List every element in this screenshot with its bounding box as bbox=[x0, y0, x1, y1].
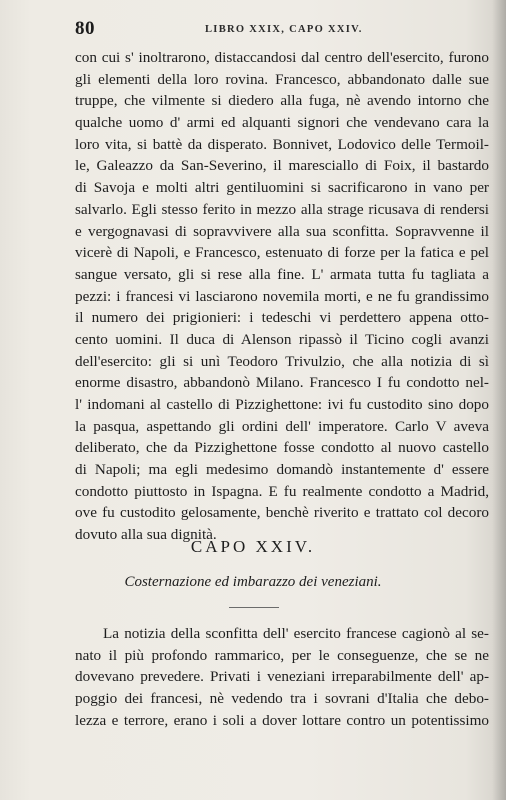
text-line: di Savoja e molti altri gentiluomini si sacrificarono in vano per bbox=[75, 179, 489, 197]
text-line: poggio dei francesi, nè vedendo tra i sovrani d'Italia che debo- bbox=[75, 690, 489, 708]
chapter-subtitle: Costernazione ed imbarazzo dei veneziani. bbox=[124, 574, 382, 590]
text-line: gli elementi della loro rovina. Francesco, abbandonato dalle sue bbox=[75, 70, 489, 88]
body-text-block-2 bbox=[75, 623, 489, 731]
running-head: LIBRO XXIX, CAPO XXIV. bbox=[205, 24, 363, 35]
text-line: ove fu custodito gelosamente, benchè riverito e trattato col decoro bbox=[75, 504, 489, 522]
text-line: salvarlo. Egli stesso ferito in mezzo alla strage ricusava di rendersi bbox=[75, 200, 489, 218]
chapter-title: CAPO XXIV. bbox=[190, 537, 316, 556]
text-line: lezza e terrore, erano i soli a dover lottare contro un potentissimo bbox=[75, 711, 489, 729]
text-line: di Napoli; ma egli medesimo domandò instantemente d' essere bbox=[75, 461, 489, 479]
text-line: e vergognavasi di sopravvivere alla sua sconfitta. Sopravvenne il bbox=[75, 222, 489, 240]
body-text-block-1 bbox=[75, 47, 489, 546]
text-line: il numero dei prigionieri: i tedeschi vi perdettero appena otto- bbox=[75, 309, 489, 327]
text-line: deliberato, che da Pizzighettone fosse condotto al nuovo castello bbox=[75, 439, 489, 457]
text-line: enorme disastro, abbandonò Milano. Francesco I fu condotto nel- bbox=[75, 374, 489, 392]
page-header bbox=[75, 18, 475, 42]
text-line: qualche uomo d' armi ed alquanti signori che vendevano cara la bbox=[75, 114, 489, 132]
text-line: truppe, che vilmente si diedero alla fuga, nè avendo intorno che bbox=[75, 92, 489, 110]
text-line: La notizia della sconfitta dell' esercito francese cagionò al se- bbox=[103, 625, 489, 642]
page-number: 80 bbox=[75, 18, 95, 39]
text-line: nato il più profondo rammarico, per le conseguenze, che se ne bbox=[75, 646, 489, 664]
text-line: cento uomini. Il duca di Alenson ripassò il Ticino cogli avanzi bbox=[75, 330, 489, 348]
text-line-last: dovuto alla sua dignità. bbox=[75, 526, 217, 544]
text-line: sangue versato, gli si rese alla fine. L' armata tutta fu tagliata a bbox=[75, 265, 489, 283]
text-line: l' indomani al castello di Pizzighettone: ivi fu custodito sino dopo bbox=[75, 396, 489, 413]
text-line: loro vita, si battè da disperato. Bonnivet, Lodovico delle Termoil- bbox=[75, 135, 489, 153]
text-line: dovevano prevedere. Privati i veneziani irreparabilmente dell' ap- bbox=[75, 668, 489, 686]
text-line: con cui s' inoltrarono, distaccandosi dal centro dell'esercito, furono bbox=[75, 49, 489, 66]
chapter-rule bbox=[229, 607, 279, 608]
text-line: vicerè di Napoli, e Francesco, estenuato di forze per la fatica e pel bbox=[75, 244, 489, 262]
text-line: dell'esercito: gli si unì Teodoro Trivulzio, che alla notizia di sì bbox=[75, 352, 489, 370]
spine-shadow bbox=[492, 0, 506, 800]
text-line: condotto piuttosto in Ispagna. E fu realmente condotto a Madrid, bbox=[75, 482, 489, 500]
text-line: la pasqua, aspettando gli ordini dell' imperatore. Carlo V aveva bbox=[75, 417, 489, 435]
text-line: le, Galeazzo da San-Severino, il maresciallo di Foix, il bastardo bbox=[75, 157, 489, 175]
text-line: pezzi: i francesi vi lasciarono novemila morti, e ne fu grandissimo bbox=[75, 287, 489, 305]
